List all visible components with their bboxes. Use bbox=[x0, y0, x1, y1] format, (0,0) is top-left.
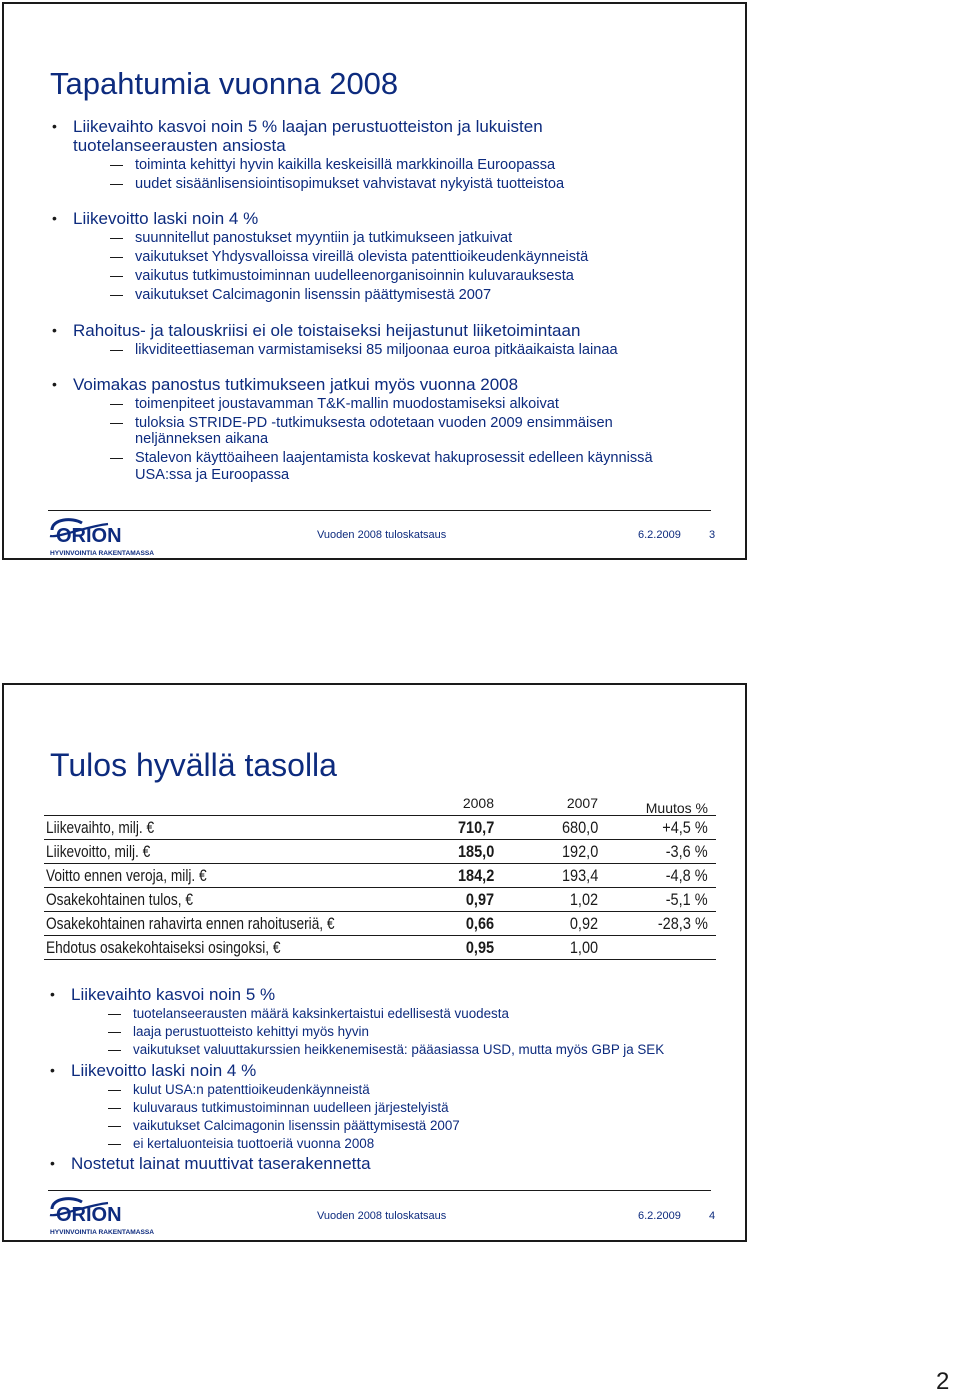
footer-divider bbox=[48, 1190, 711, 1191]
slide-title: Tulos hyvällä tasolla bbox=[50, 747, 337, 783]
footer-page-number: 3 bbox=[709, 529, 716, 541]
sub-bullet-item: tuotelanseerausten määrä kaksinkertaistui edellisestä vuodesta bbox=[71, 1006, 730, 1022]
cell-2007: 680,0 bbox=[561, 819, 598, 837]
sub-bullet-item: vaikutukset Yhdysvalloissa vireillä olevista patenttioikeudenkäynneistä bbox=[73, 249, 692, 266]
bullet-item bbox=[50, 985, 730, 1058]
sub-bullet-item: likviditeettiaseman varmistamiseksi 85 miljoonaa euroa pitkäaikaista lainaa bbox=[73, 342, 692, 359]
bullet-text: • Rahoitus- ja talouskriisi ei ole toistaiseksi heijastunut liiketoimintaan bbox=[73, 320, 581, 340]
cell-2007: 0,92 bbox=[569, 915, 598, 933]
bullet-item bbox=[52, 321, 692, 359]
sub-bullet-list bbox=[71, 1082, 730, 1152]
sub-bullet-item: vaikutukset Calcimagonin lisenssin päättymisestä 2007 bbox=[71, 1118, 730, 1134]
sub-bullet-list bbox=[71, 1006, 730, 1058]
table-row bbox=[44, 816, 716, 840]
document-page-number: 2 bbox=[936, 1368, 950, 1395]
orion-logo-icon bbox=[48, 514, 158, 558]
column-header-2007: 2007 bbox=[566, 795, 598, 811]
cell-2008: 184,2 bbox=[457, 867, 494, 885]
cell-2007: 193,4 bbox=[561, 867, 598, 885]
row-label: Voitto ennen veroja, milj. € bbox=[46, 867, 207, 885]
bullet-list bbox=[52, 117, 692, 500]
sub-bullet-item: suunnitellut panostukset myyntiin ja tutkimukseen jatkuivat bbox=[73, 230, 692, 247]
bullet-text: • Liikevaihto kasvoi noin 5 % bbox=[71, 985, 276, 1004]
cell-2008: 710,7 bbox=[457, 819, 494, 837]
cell-change: -3,6 % bbox=[666, 843, 708, 861]
sub-bullet-item: ei kertaluonteisia tuottoeriä vuonna 2008 bbox=[71, 1136, 730, 1152]
cell-2008: 0,97 bbox=[465, 891, 494, 909]
table-row bbox=[44, 888, 716, 912]
cell-change: -5,1 % bbox=[666, 891, 708, 909]
column-header-2008: 2008 bbox=[462, 795, 494, 811]
cell-2008: 185,0 bbox=[457, 843, 494, 861]
results-table bbox=[44, 795, 716, 960]
cell-2008: 0,66 bbox=[465, 915, 494, 933]
table-row bbox=[44, 864, 716, 888]
bullet-item bbox=[50, 1154, 730, 1173]
sub-bullet-item: Stalevon käyttöaiheen laajentamista koskevat hakuprosessit edelleen käynnissä USA:ssa ja Euroopassa bbox=[73, 450, 692, 483]
sub-bullet-item: kulut USA:n patenttioikeudenkäynneistä bbox=[71, 1082, 730, 1098]
cell-change: -28,3 % bbox=[657, 915, 708, 933]
footer-date: 6.2.2009 bbox=[638, 1210, 681, 1222]
svg-text:HYVINVOINTIA RAKENTAMASSA: HYVINVOINTIA RAKENTAMASSA bbox=[50, 1229, 155, 1236]
bullet-list bbox=[50, 985, 730, 1175]
sub-bullet-item: laaja perustuotteisto kehittyi myös hyvin bbox=[71, 1024, 730, 1040]
sub-bullet-item: uudet sisäänlisensiointisopimukset vahvistavat nykyistä tuotteistoa bbox=[73, 176, 692, 193]
footer-page-number: 4 bbox=[709, 1210, 716, 1222]
table-row bbox=[44, 840, 716, 864]
bullet-item bbox=[52, 375, 692, 483]
footer-date: 6.2.2009 bbox=[638, 529, 681, 541]
footer-title: Vuoden 2008 tuloskatsaus bbox=[317, 1210, 447, 1222]
cell-2007: 1,02 bbox=[569, 891, 598, 909]
footer-divider bbox=[48, 510, 711, 511]
sub-bullet-list bbox=[73, 396, 692, 483]
sub-bullet-item: tuloksia STRIDE-PD -tutkimuksesta odotetaan vuoden 2009 ensimmäisen neljänneksen aikana bbox=[73, 415, 692, 448]
row-label: Liikevaihto, milj. € bbox=[46, 819, 155, 837]
orion-logo-icon bbox=[48, 1193, 158, 1237]
cell-2007: 1,00 bbox=[569, 939, 598, 957]
sub-bullet-item: kuluvaraus tutkimustoiminnan uudelleen järjestelyistä bbox=[71, 1100, 730, 1116]
row-label: Osakekohtainen tulos, € bbox=[46, 891, 193, 909]
table-header-row bbox=[44, 795, 716, 815]
bullet-item bbox=[50, 1061, 730, 1152]
bullet-text: • Liikevaihto kasvoi noin 5 % laajan perustuotteiston ja lukuisten tuotelanseerausten ansiosta bbox=[73, 117, 543, 155]
table-row bbox=[44, 912, 716, 936]
sub-bullet-list bbox=[73, 157, 692, 192]
bullet-text: • Liikevoitto laski noin 4 % bbox=[71, 1060, 257, 1080]
sub-bullet-item: toiminta kehittyi hyvin kaikilla keskeisillä markkinoilla Euroopassa bbox=[73, 157, 692, 174]
cell-2008: 0,95 bbox=[465, 939, 494, 957]
sub-bullet-list bbox=[73, 230, 692, 303]
bullet-item bbox=[52, 117, 692, 192]
cell-2007: 192,0 bbox=[561, 843, 598, 861]
table-row bbox=[44, 936, 716, 960]
svg-text:HYVINVOINTIA RAKENTAMASSA: HYVINVOINTIA RAKENTAMASSA bbox=[50, 550, 155, 557]
bullet-item bbox=[52, 209, 692, 303]
cell-change: -4,8 % bbox=[666, 867, 708, 885]
bullet-text: • Liikevoitto laski noin 4 % bbox=[73, 209, 259, 229]
bullet-text: • Voimakas panostus tutkimukseen jatkui myös vuonna 2008 bbox=[73, 375, 519, 395]
svg-text:ORION: ORION bbox=[56, 1204, 122, 1226]
slide-3 bbox=[2, 2, 747, 560]
row-label: Ehdotus osakekohtaiseksi osingoksi, € bbox=[46, 939, 281, 957]
bullet-text: • Nostetut lainat muuttivat taserakennetta bbox=[71, 1154, 371, 1174]
slide-title: Tapahtumia vuonna 2008 bbox=[50, 66, 399, 101]
cell-change: +4,5 % bbox=[662, 819, 708, 837]
sub-bullet-item: vaikutukset Calcimagonin lisenssin päättymisestä 2007 bbox=[73, 287, 692, 304]
sub-bullet-item: toimenpiteet joustavamman T&K-mallin muodostamiseksi alkoivat bbox=[73, 396, 692, 413]
column-header-change: Muutos % bbox=[645, 800, 708, 816]
sub-bullet-item: vaikutus tutkimustoiminnan uudelleenorganisoinnin kuluvarauksesta bbox=[73, 268, 692, 285]
row-label: Osakekohtainen rahavirta ennen rahoituseriä, € bbox=[46, 915, 335, 933]
svg-text:ORION: ORION bbox=[56, 525, 122, 547]
row-label: Liikevoitto, milj. € bbox=[46, 843, 151, 861]
sub-bullet-item: vaikutukset valuuttakurssien heikkenemisestä: pääasiassa USD, mutta myös GBP ja SEK bbox=[71, 1042, 730, 1058]
footer-title: Vuoden 2008 tuloskatsaus bbox=[317, 529, 447, 541]
sub-bullet-list bbox=[73, 342, 692, 359]
